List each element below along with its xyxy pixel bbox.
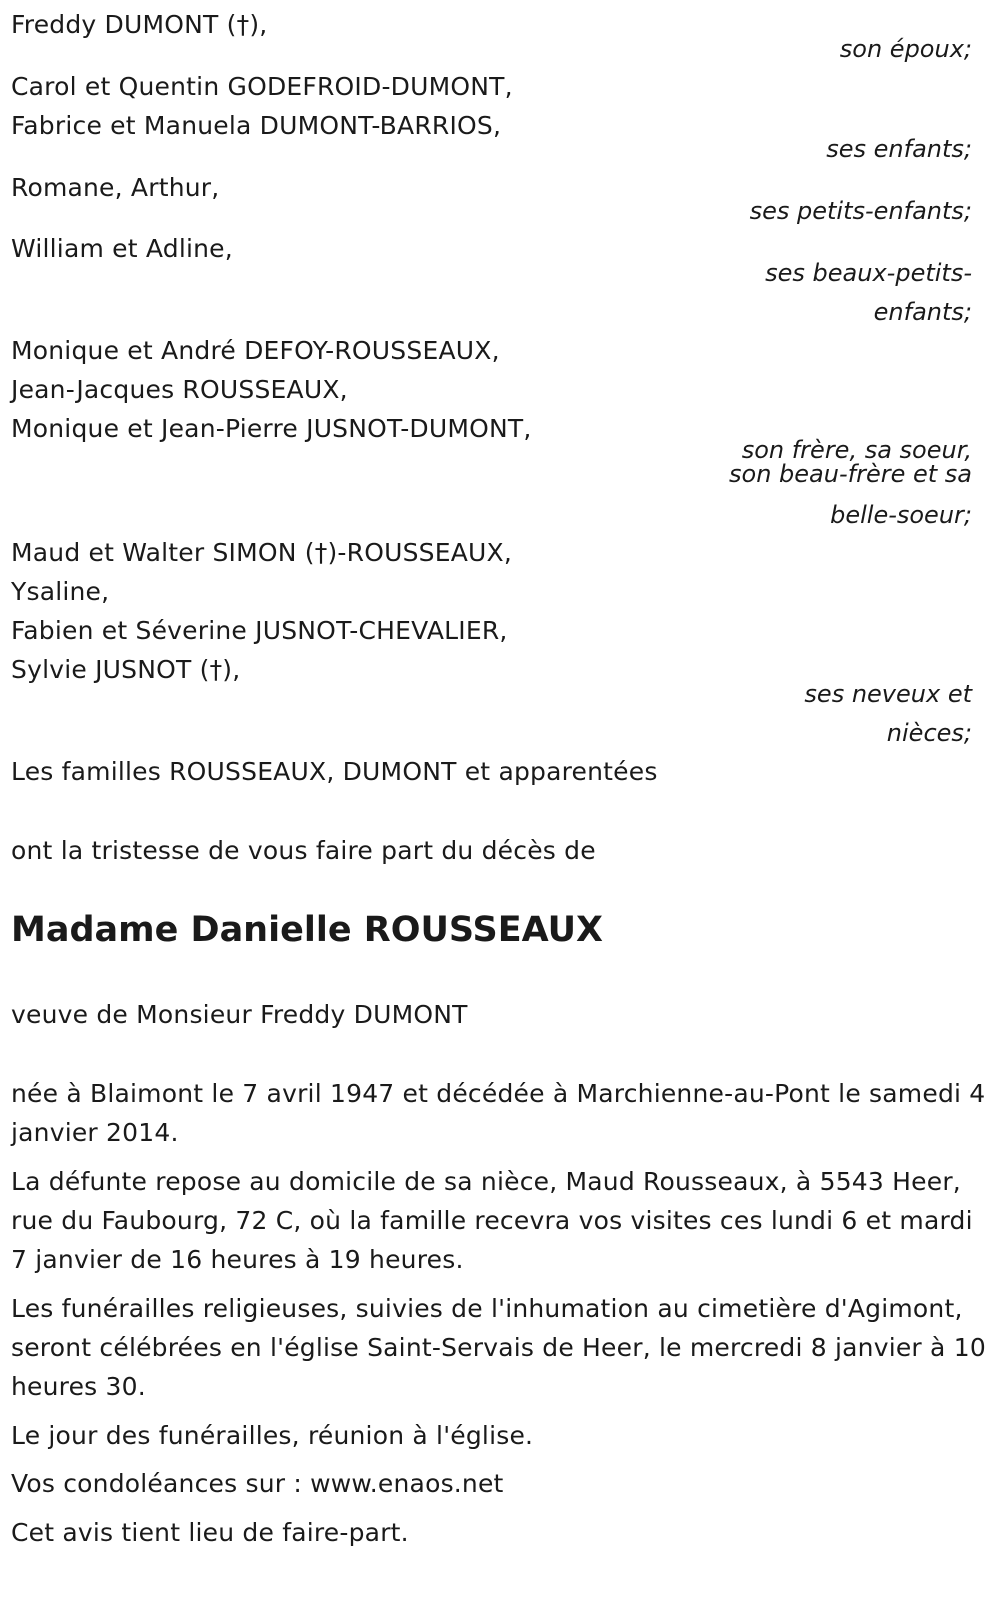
child-line-1: Carol et Quentin GODEFROID-DUMONT, <box>11 72 513 101</box>
visitation-paragraph: La défunte repose au domicile de sa nièce, Maud Rousseaux, à 5543 Heer, rue du Faubourg, 72 C, où la famille recevra vos visites ces lundi 6 et mardi 7 janvier de 16 heures à 19 heures. <box>11 1167 973 1274</box>
nephew-line-4: Sylvie JUSNOT (†), <box>11 655 241 684</box>
gathering-paragraph: Le jour des funérailles, réunion à l'église. <box>11 1421 534 1450</box>
families-line: Les familles ROUSSEAUX, DUMONT et apparentées <box>11 757 658 786</box>
child-line-2: Fabrice et Manuela DUMONT-BARRIOS, <box>11 111 502 140</box>
children-role: ses enfants; <box>826 135 972 163</box>
step-grandchildren-role-line-2: enfants; <box>873 298 972 326</box>
announcement-line: ont la tristesse de vous faire part du décès de <box>11 836 596 865</box>
step-grandchildren-names: William et Adline, <box>11 234 233 263</box>
sibling-line-1: Monique et André DEFOY-ROUSSEAUX, <box>11 336 500 365</box>
deceased-name-heading: Madame Danielle ROUSSEAUX <box>11 910 604 950</box>
condolences-paragraph: Vos condoléances sur : www.enaos.net <box>11 1469 504 1498</box>
siblings-role-line-2: son beau-frère et sa <box>729 460 972 488</box>
sibling-line-2: Jean-Jacques ROUSSEAUX, <box>11 375 348 404</box>
birth-death-paragraph: née à Blaimont le 7 avril 1947 et décédée à Marchienne-au-Pont le samedi 4 janvier 2014. <box>11 1079 986 1147</box>
spouse-role: son époux; <box>839 35 972 63</box>
nephews-role-line-1: ses neveux et <box>804 680 972 708</box>
nephew-line-1: Maud et Walter SIMON (†)-ROUSSEAUX, <box>11 538 512 567</box>
grandchildren-names: Romane, Arthur, <box>11 173 220 202</box>
spouse-name: Freddy DUMONT (†), <box>11 10 268 39</box>
notice-paragraph: Cet avis tient lieu de faire-part. <box>11 1518 409 1547</box>
siblings-role-line-1: son frère, sa soeur, <box>741 436 972 464</box>
nephews-role-line-2: nièces; <box>886 719 972 747</box>
widow-of-line: veuve de Monsieur Freddy DUMONT <box>11 1000 468 1029</box>
nephew-line-2: Ysaline, <box>11 577 110 606</box>
nephew-line-3: Fabien et Séverine JUSNOT-CHEVALIER, <box>11 616 508 645</box>
step-grandchildren-role-line-1: ses beaux-petits- <box>765 259 972 287</box>
grandchildren-role: ses petits-enfants; <box>749 197 972 225</box>
funeral-paragraph: Les funérailles religieuses, suivies de l'inhumation au cimetière d'Agimont, seront célébrées en l'église Saint-Servais de Heer, le mercredi 8 janvier à 10 heures 30. <box>11 1294 986 1401</box>
siblings-role-line-3: belle-soeur; <box>830 501 972 529</box>
sibling-line-3: Monique et Jean-Pierre JUSNOT-DUMONT, <box>11 414 532 443</box>
